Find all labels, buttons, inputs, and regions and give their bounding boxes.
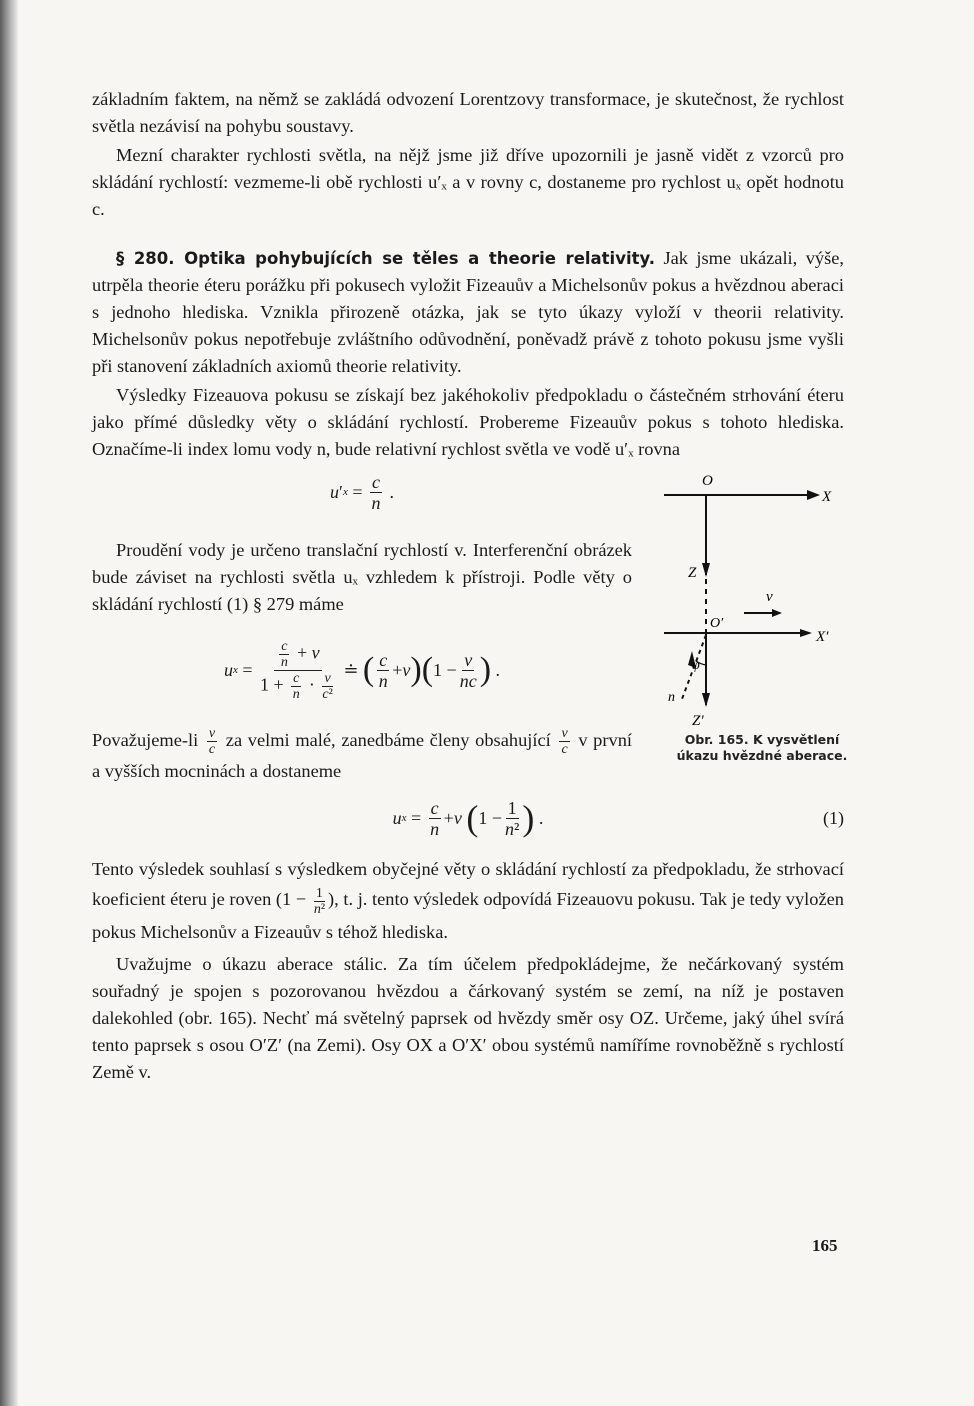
paragraph-7-part-b: t. j. tento výsledek odpovídá Fizeauovu pokusu. Tak je tedy vyložen pokus Michelsonův a Fizeauův s téhož hlediska. (92, 889, 844, 942)
paragraph-8: Uvažujme o úkazu aberace stálic. Za tím účelem předpokládejme, že nečárkovaný systém souřadný je spojen s pozorovanou hvězdou a čárkovaný systém se zemí, na níž je postaven dalekohled (obr. 165). Nechť má světelný paprsek od hvězdy směr osy OZ. Určeme, jaký úhel svírá tento paprsek s osou O′Z′ (na Zemi). Osy OX a O′X′ obou systémů namíříme rovnoběžně s rychlostí Země v. (92, 953, 844, 1082)
equation-1: u x = $\frac{c}{n}$ + v ( 1 − $\frac{1}{\text{n²}}$ ) . (1) (392, 797, 844, 839)
section-heading: § 280. Optika pohybujících se těles a theorie relativity. (116, 249, 656, 268)
equation-velocity-addition: u x = $\frac{c}{n}$ + v 1 + $\frac{c}{n}$ · $\frac{v}{\text{c²}}$ ≐ ( $\frac{c}{n}$ + v ) ( 1 − $\frac{v}{nc}$ ) . (223, 638, 501, 702)
equation-refraction: u ′ x = $\frac{c}{n}$ . (330, 471, 394, 513)
label-x: X (822, 489, 832, 505)
label-n: n (668, 690, 675, 705)
figure-165 (662, 463, 862, 764)
page-content (92, 86, 848, 1086)
paragraph-4: Výsledky Fizeauova pokusu se získají bez jakéhokoliv předpokladu o částečném strhování éteru jako přímé důsledky věty o skládání rychlostí. Probereme Fizeauův pokus s tohoto hlediska. Označíme-li index lomu vody n, bude relativní rychlost světla ve vodě u′ₓ rovna (92, 385, 844, 459)
equation-number: (1) (823, 807, 844, 828)
figure-region (92, 463, 848, 786)
paragraph-7-part-a: Tento výsledek souhlasí s výsledkem obyčejné věty o skládání rychlostí za předpokladu, že strhovací koeficient éteru je roven (92, 859, 844, 910)
section-280 (92, 245, 844, 380)
label-z-prime: Z′ (692, 713, 704, 725)
paragraph-5: Proudění vody je určeno translační rychlostí v. Interferenční obrázek bude záviset na rychlosti světla uₓ vzhledem k přístroji. Podle věty o skládání rychlostí (1) § 279 máme (92, 540, 632, 614)
paragraph-3: Jak jsme ukázali, výše, utrpěla theorie éteru porážku při pokusech vyložit Fizeauův a Michelsonův pokus a hvězdnou aberaci s jednoho hlediska. Vznikla přirozeně otázka, jak se tyto úkazy vyloží v theorii relativity. Michelsonův pokus nepotřebuje zvláštního odůvodnění, poněvadž právě z tohoto pokusu jsme vyšli při stanovení základních axiomů theorie relativity. (92, 248, 845, 376)
label-v: v (766, 589, 773, 605)
paragraph-6-part-b: za velmi malé, zanedbáme členy obsahující (225, 730, 551, 750)
label-phi: φ (692, 658, 700, 673)
paragraph-6-part-a: Považujeme-li (92, 730, 199, 750)
page-number: 165 (812, 1236, 838, 1255)
paragraph-1: základním faktem, na němž se zakládá odvození Lorentzovy transformace, je skutečnost, že rychlost světla nezávisí na pohybu soustavy. (92, 89, 844, 136)
aberration-diagram (662, 463, 862, 725)
paragraph-7: Tento výsledek souhlasí s výsledkem obyčejné věty o skládání rychlostí za předpokladu, že strhovací koeficient éteru je roven (1 − $\frac{1}{\text{n²}}$ ), t. j. tento výsledek odpovídá Fizeauovu pokusu. Tak je tedy vyložen pokus Michelsonův a Fizeauův s téhož hlediska. (92, 859, 844, 942)
paragraph-2: Mezní charakter rychlosti světla, na nějž jsme již dříve upozornili je jasně vidět z vzorců pro skládání rychlostí: vezmeme-li obě rychlosti u′ₓ a v rovny c, dostaneme pro rychlost uₓ opět hodnotu c. (92, 145, 844, 219)
label-x-prime: X′ (816, 629, 829, 645)
paragraph-6-part-c: v první a vyšších mocninách a dostaneme (92, 730, 633, 782)
book-spine-shadow (0, 0, 18, 1406)
figure-caption: Obr. 165. K vysvětlení úkazu hvězdné aberace. (676, 732, 848, 763)
paragraph-6: Považujeme-li $\frac{v}{c}$ za velmi malé, zanedbáme členy obsahující $\frac{v}{c}$ v první a vyšších mocninách a dostaneme (92, 726, 633, 782)
label-o-prime: O′ (710, 616, 724, 631)
label-o: O (702, 473, 713, 489)
label-z: Z (688, 565, 697, 581)
